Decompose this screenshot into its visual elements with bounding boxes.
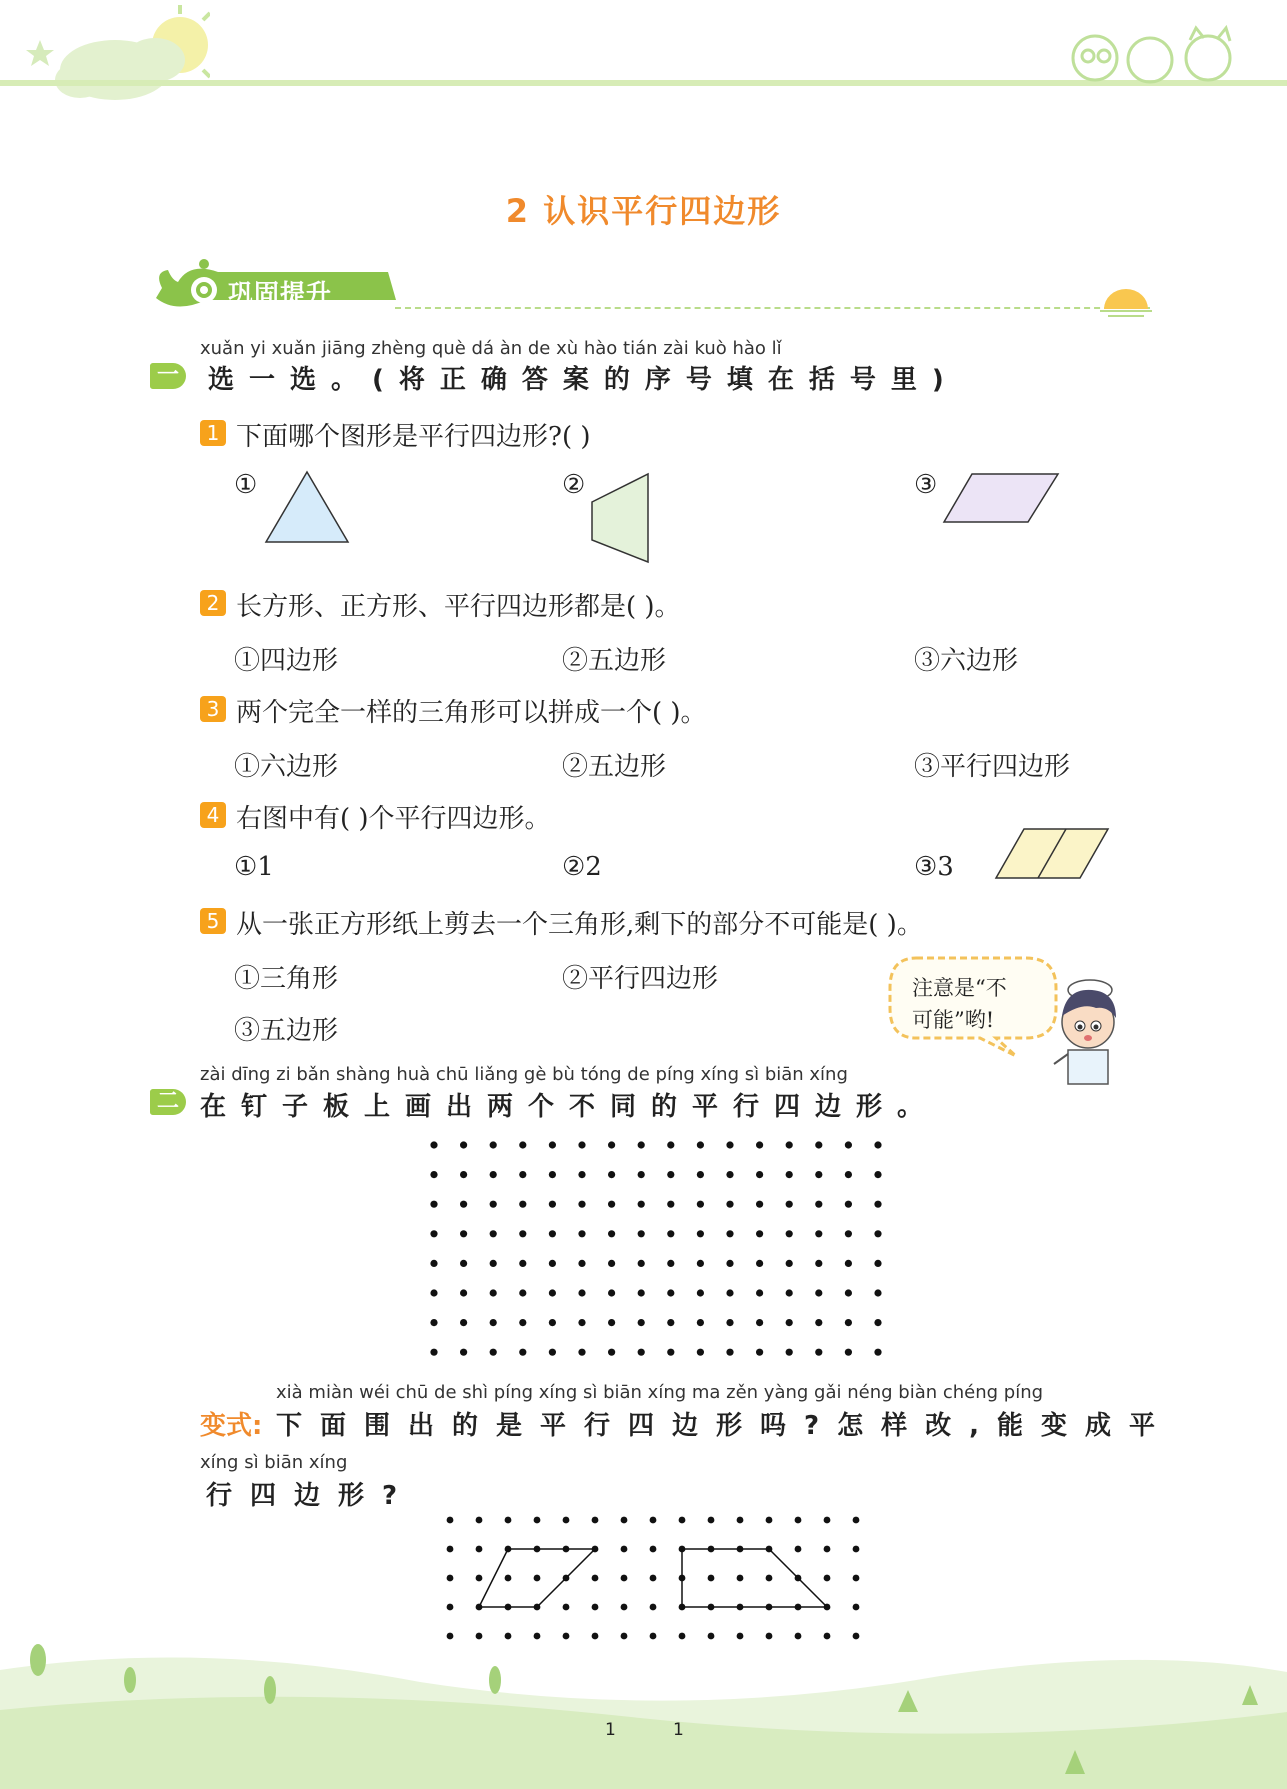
peg-dot [460, 1171, 467, 1178]
question3-option-2: ②五边形 [562, 752, 667, 782]
bubble-line1: 注意是“不 [912, 976, 1007, 1000]
peg-dot [460, 1349, 467, 1356]
peg-dot [824, 1575, 831, 1582]
peg-dot [795, 1517, 802, 1524]
peg-dot [845, 1289, 852, 1296]
peg-dot [447, 1517, 454, 1524]
question5-option-2: ②平行四边形 [562, 964, 719, 994]
peg-dot [534, 1633, 541, 1640]
peg-dot [667, 1141, 674, 1148]
variant-label: 变式: [200, 1411, 263, 1441]
peg-dot [430, 1289, 437, 1296]
question1-option-2: ② [562, 470, 586, 500]
peg-dot [795, 1546, 802, 1553]
page-title: 2 认识平行四边形 [505, 192, 782, 230]
peg-dot [490, 1171, 497, 1178]
peg-dot [563, 1633, 570, 1640]
peg-dot [824, 1517, 831, 1524]
peg-dot [845, 1230, 852, 1237]
section2-heading: 在钉子板上画出两个不同的平行四边形。 [200, 1092, 939, 1122]
peg-dot [853, 1546, 860, 1553]
section2-number: 二 [150, 1089, 186, 1115]
peg-dot [592, 1575, 599, 1582]
question3-text: 两个完全一样的三角形可以拼成一个( )。 [236, 698, 707, 728]
peg-dot [679, 1517, 686, 1524]
variant-pegboard [438, 1508, 868, 1648]
peg-dot [447, 1575, 454, 1582]
peg-dot [756, 1230, 763, 1237]
peg-dot [519, 1319, 526, 1326]
peg-dot [756, 1201, 763, 1208]
triangle-shape [262, 468, 352, 546]
peg-dot [786, 1141, 793, 1148]
peg-dot [563, 1517, 570, 1524]
question3-option-3: ③平行四边形 [914, 752, 1071, 782]
peg-dot [667, 1201, 674, 1208]
question2-text: 长方形、正方形、平行四边形都是( )。 [236, 592, 681, 622]
peg-dot [853, 1575, 860, 1582]
question4-number: 4 [200, 802, 226, 828]
peg-dot [519, 1141, 526, 1148]
peg-dot [726, 1141, 733, 1148]
peg-dot [578, 1141, 585, 1148]
peg-dot [845, 1260, 852, 1267]
peg-dot [490, 1230, 497, 1237]
peg-dot [708, 1517, 715, 1524]
peg-dot [874, 1171, 881, 1178]
peg-dot [667, 1171, 674, 1178]
peg-dot [667, 1289, 674, 1296]
peg-dot [697, 1319, 704, 1326]
question1-number: 1 [200, 420, 226, 446]
peg-dot [490, 1349, 497, 1356]
peg-dot [756, 1141, 763, 1148]
peg-dot [726, 1319, 733, 1326]
peg-dot [460, 1230, 467, 1237]
banner-dashed-rule [395, 307, 1150, 309]
peg-dot [795, 1633, 802, 1640]
peg-dot [549, 1201, 556, 1208]
peg-dot [519, 1349, 526, 1356]
peg-dot [578, 1230, 585, 1237]
peg-dot [578, 1260, 585, 1267]
peg-dot [578, 1201, 585, 1208]
peg-dot [519, 1171, 526, 1178]
question3-option-1: ①六边形 [234, 752, 339, 782]
question2-number: 2 [200, 590, 226, 616]
peg-dot [549, 1260, 556, 1267]
peg-dot [447, 1604, 454, 1611]
peg-dot [430, 1349, 437, 1356]
question4-text: 右图中有( )个平行四边形。 [236, 804, 551, 834]
question4-option-3: ③3 [914, 852, 954, 882]
peg-dot [853, 1517, 860, 1524]
peg-dot [549, 1171, 556, 1178]
pegboard-grid[interactable] [425, 1135, 885, 1365]
peg-dot [638, 1141, 645, 1148]
peg-dot [430, 1319, 437, 1326]
peg-dot [697, 1289, 704, 1296]
question4-option-2: ②2 [562, 852, 602, 882]
peg-dot [824, 1633, 831, 1640]
peg-dot [824, 1546, 831, 1553]
peg-dot [667, 1319, 674, 1326]
peg-dot [638, 1289, 645, 1296]
peg-dot [786, 1319, 793, 1326]
peg-dot [621, 1633, 628, 1640]
peg-dot [638, 1319, 645, 1326]
question1-option-1: ① [234, 470, 258, 500]
peg-dot [726, 1201, 733, 1208]
variant-question-line2: 行四边形? [206, 1481, 416, 1511]
peg-dot [490, 1201, 497, 1208]
peg-dot [476, 1575, 483, 1582]
section1-heading: 选一选。(将正确答案的序号填在括号里) [208, 365, 959, 395]
peg-dot [697, 1141, 704, 1148]
peg-dot [815, 1171, 822, 1178]
peg-dot [650, 1604, 657, 1611]
peg-dot [621, 1517, 628, 1524]
bubble-line2: 可能”哟! [912, 1008, 995, 1032]
peg-dot [726, 1230, 733, 1237]
peg-dot [697, 1349, 704, 1356]
peg-dot [430, 1201, 437, 1208]
peg-dot [608, 1171, 615, 1178]
peg-dot [447, 1546, 454, 1553]
peg-dot [592, 1517, 599, 1524]
peg-dot [874, 1230, 881, 1237]
trapezoid-outline [682, 1549, 827, 1607]
peg-dot [608, 1349, 615, 1356]
peg-dot [853, 1633, 860, 1640]
peg-dot [874, 1141, 881, 1148]
cartoon-animals-decoration [1060, 20, 1250, 84]
peg-dot [490, 1260, 497, 1267]
peg-dot [621, 1546, 628, 1553]
peg-dot [430, 1141, 437, 1148]
banner-label: 巩固提升 [228, 279, 333, 308]
peg-dot [756, 1349, 763, 1356]
peg-dot [608, 1141, 615, 1148]
peg-dot [519, 1230, 526, 1237]
peg-dot [430, 1260, 437, 1267]
peg-dot [534, 1517, 541, 1524]
peg-dot [756, 1289, 763, 1296]
variant-question-line1: 下面围出的是平行四边形吗?怎样改,能变成平 [276, 1411, 1173, 1441]
question1-text: 下面哪个图形是平行四边形?( ) [236, 422, 591, 452]
section1-number: 一 [150, 363, 186, 389]
peg-dot [578, 1349, 585, 1356]
peg-dot [549, 1230, 556, 1237]
peg-dot [638, 1349, 645, 1356]
peg-dot [786, 1260, 793, 1267]
peg-dot [460, 1319, 467, 1326]
peg-dot [460, 1201, 467, 1208]
peg-dot [737, 1517, 744, 1524]
parallelogram-shape [942, 470, 1062, 526]
peg-dot [726, 1289, 733, 1296]
page-number-left: 1 [605, 1720, 616, 1740]
peg-dot [460, 1289, 467, 1296]
question5-option-1: ①三角形 [234, 964, 339, 994]
peg-dot [815, 1201, 822, 1208]
peg-dot [563, 1604, 570, 1611]
question2-option-2: ②五边形 [562, 646, 667, 676]
peg-dot [845, 1141, 852, 1148]
peg-dot [592, 1633, 599, 1640]
peg-dot [430, 1171, 437, 1178]
peg-dot [786, 1349, 793, 1356]
peg-dot [621, 1575, 628, 1582]
peg-dot [519, 1289, 526, 1296]
question2-option-3: ③六边形 [914, 646, 1019, 676]
peg-dot [874, 1260, 881, 1267]
peg-dot [460, 1141, 467, 1148]
variant-pinyin-line2: xíng sì biān xíng [200, 1452, 348, 1473]
peg-dot [549, 1319, 556, 1326]
peg-dot [815, 1230, 822, 1237]
peg-dot [667, 1349, 674, 1356]
peg-dot [447, 1633, 454, 1640]
peg-dot [766, 1575, 773, 1582]
peg-dot [874, 1349, 881, 1356]
peg-dot [786, 1289, 793, 1296]
peg-dot [608, 1260, 615, 1267]
peg-dot [679, 1633, 686, 1640]
peg-dot [505, 1633, 512, 1640]
peg-dot [519, 1201, 526, 1208]
peg-dot [460, 1260, 467, 1267]
peg-dot [549, 1289, 556, 1296]
peg-dot [505, 1517, 512, 1524]
peg-dot [815, 1289, 822, 1296]
peg-dot [490, 1319, 497, 1326]
peg-dot [845, 1349, 852, 1356]
peg-dot [786, 1171, 793, 1178]
trapezoid-shape [588, 470, 652, 566]
question4-option-1: ①1 [234, 852, 274, 882]
peg-dot [621, 1604, 628, 1611]
peg-dot [737, 1575, 744, 1582]
peg-dot [874, 1319, 881, 1326]
peg-dot [430, 1230, 437, 1237]
peg-dot [766, 1633, 773, 1640]
peg-dot [638, 1260, 645, 1267]
peg-dot [578, 1289, 585, 1296]
peg-dot [708, 1633, 715, 1640]
peg-dot [650, 1633, 657, 1640]
peg-dot [697, 1230, 704, 1237]
peg-dot [726, 1349, 733, 1356]
peg-dot [845, 1201, 852, 1208]
peg-dot [638, 1171, 645, 1178]
peg-dot [708, 1575, 715, 1582]
peg-dot [505, 1575, 512, 1582]
peg-dot [874, 1201, 881, 1208]
peg-dot [534, 1575, 541, 1582]
peg-dot [786, 1201, 793, 1208]
peg-dot [490, 1289, 497, 1296]
peg-dot [476, 1633, 483, 1640]
peg-dot [697, 1171, 704, 1178]
question1-option-3: ③ [914, 470, 938, 500]
peg-dot [697, 1260, 704, 1267]
peg-dot [815, 1349, 822, 1356]
question3-number: 3 [200, 696, 226, 722]
question5-number: 5 [200, 908, 226, 934]
peg-dot [845, 1319, 852, 1326]
question5-text: 从一张正方形纸上剪去一个三角形,剩下的部分不可能是( )。 [236, 910, 923, 940]
peg-dot [756, 1171, 763, 1178]
peg-dot [650, 1575, 657, 1582]
peg-dot [608, 1201, 615, 1208]
question5-option-3: ③五边形 [234, 1016, 339, 1046]
peg-dot [578, 1319, 585, 1326]
peg-dot [608, 1230, 615, 1237]
cartoon-sailor-boy [1050, 972, 1130, 1088]
sunset-icon [1100, 285, 1152, 319]
page-number-right: 1 [673, 1720, 684, 1740]
peg-dot [650, 1546, 657, 1553]
peg-dot [756, 1319, 763, 1326]
peg-dot [490, 1141, 497, 1148]
peg-dot [756, 1260, 763, 1267]
peg-dot [638, 1201, 645, 1208]
peg-dot [667, 1230, 674, 1237]
peg-dot [476, 1546, 483, 1553]
peg-dot [737, 1633, 744, 1640]
peg-dot [549, 1349, 556, 1356]
variant-pinyin-line1: xià miàn wéi chū de shì píng xíng sì biān xíng ma zěn yàng gǎi néng biàn chéng píng [276, 1382, 1044, 1403]
peg-dot [697, 1201, 704, 1208]
peg-dot [608, 1319, 615, 1326]
peg-dot [726, 1260, 733, 1267]
peg-dot [476, 1517, 483, 1524]
peg-dot [766, 1517, 773, 1524]
peg-dot [815, 1260, 822, 1267]
split-parallelogram-figure [994, 826, 1112, 882]
peg-dot [592, 1604, 599, 1611]
section2-pinyin: zài dīng zi bǎn shàng huà chū liǎng gè bù tóng de píng xíng sì biān xíng [200, 1064, 848, 1085]
peg-dot [853, 1604, 860, 1611]
peg-dot [549, 1141, 556, 1148]
peg-dot [786, 1230, 793, 1237]
grass-landscape-decoration [0, 1640, 1287, 1789]
peg-dot [638, 1230, 645, 1237]
peg-dot [815, 1319, 822, 1326]
peg-dot [519, 1260, 526, 1267]
section1-pinyin: xuǎn yi xuǎn jiāng zhèng què dá àn de xù hào tián zài kuò hào lǐ [200, 338, 782, 359]
peg-dot [845, 1171, 852, 1178]
peg-dot [608, 1289, 615, 1296]
peg-dot [874, 1289, 881, 1296]
peg-dot [815, 1141, 822, 1148]
peg-dot [726, 1171, 733, 1178]
question2-option-1: ①四边形 [234, 646, 339, 676]
peg-dot [667, 1260, 674, 1267]
peg-dot [578, 1171, 585, 1178]
cloud-sun-decoration [20, 0, 210, 110]
peg-dot [650, 1517, 657, 1524]
